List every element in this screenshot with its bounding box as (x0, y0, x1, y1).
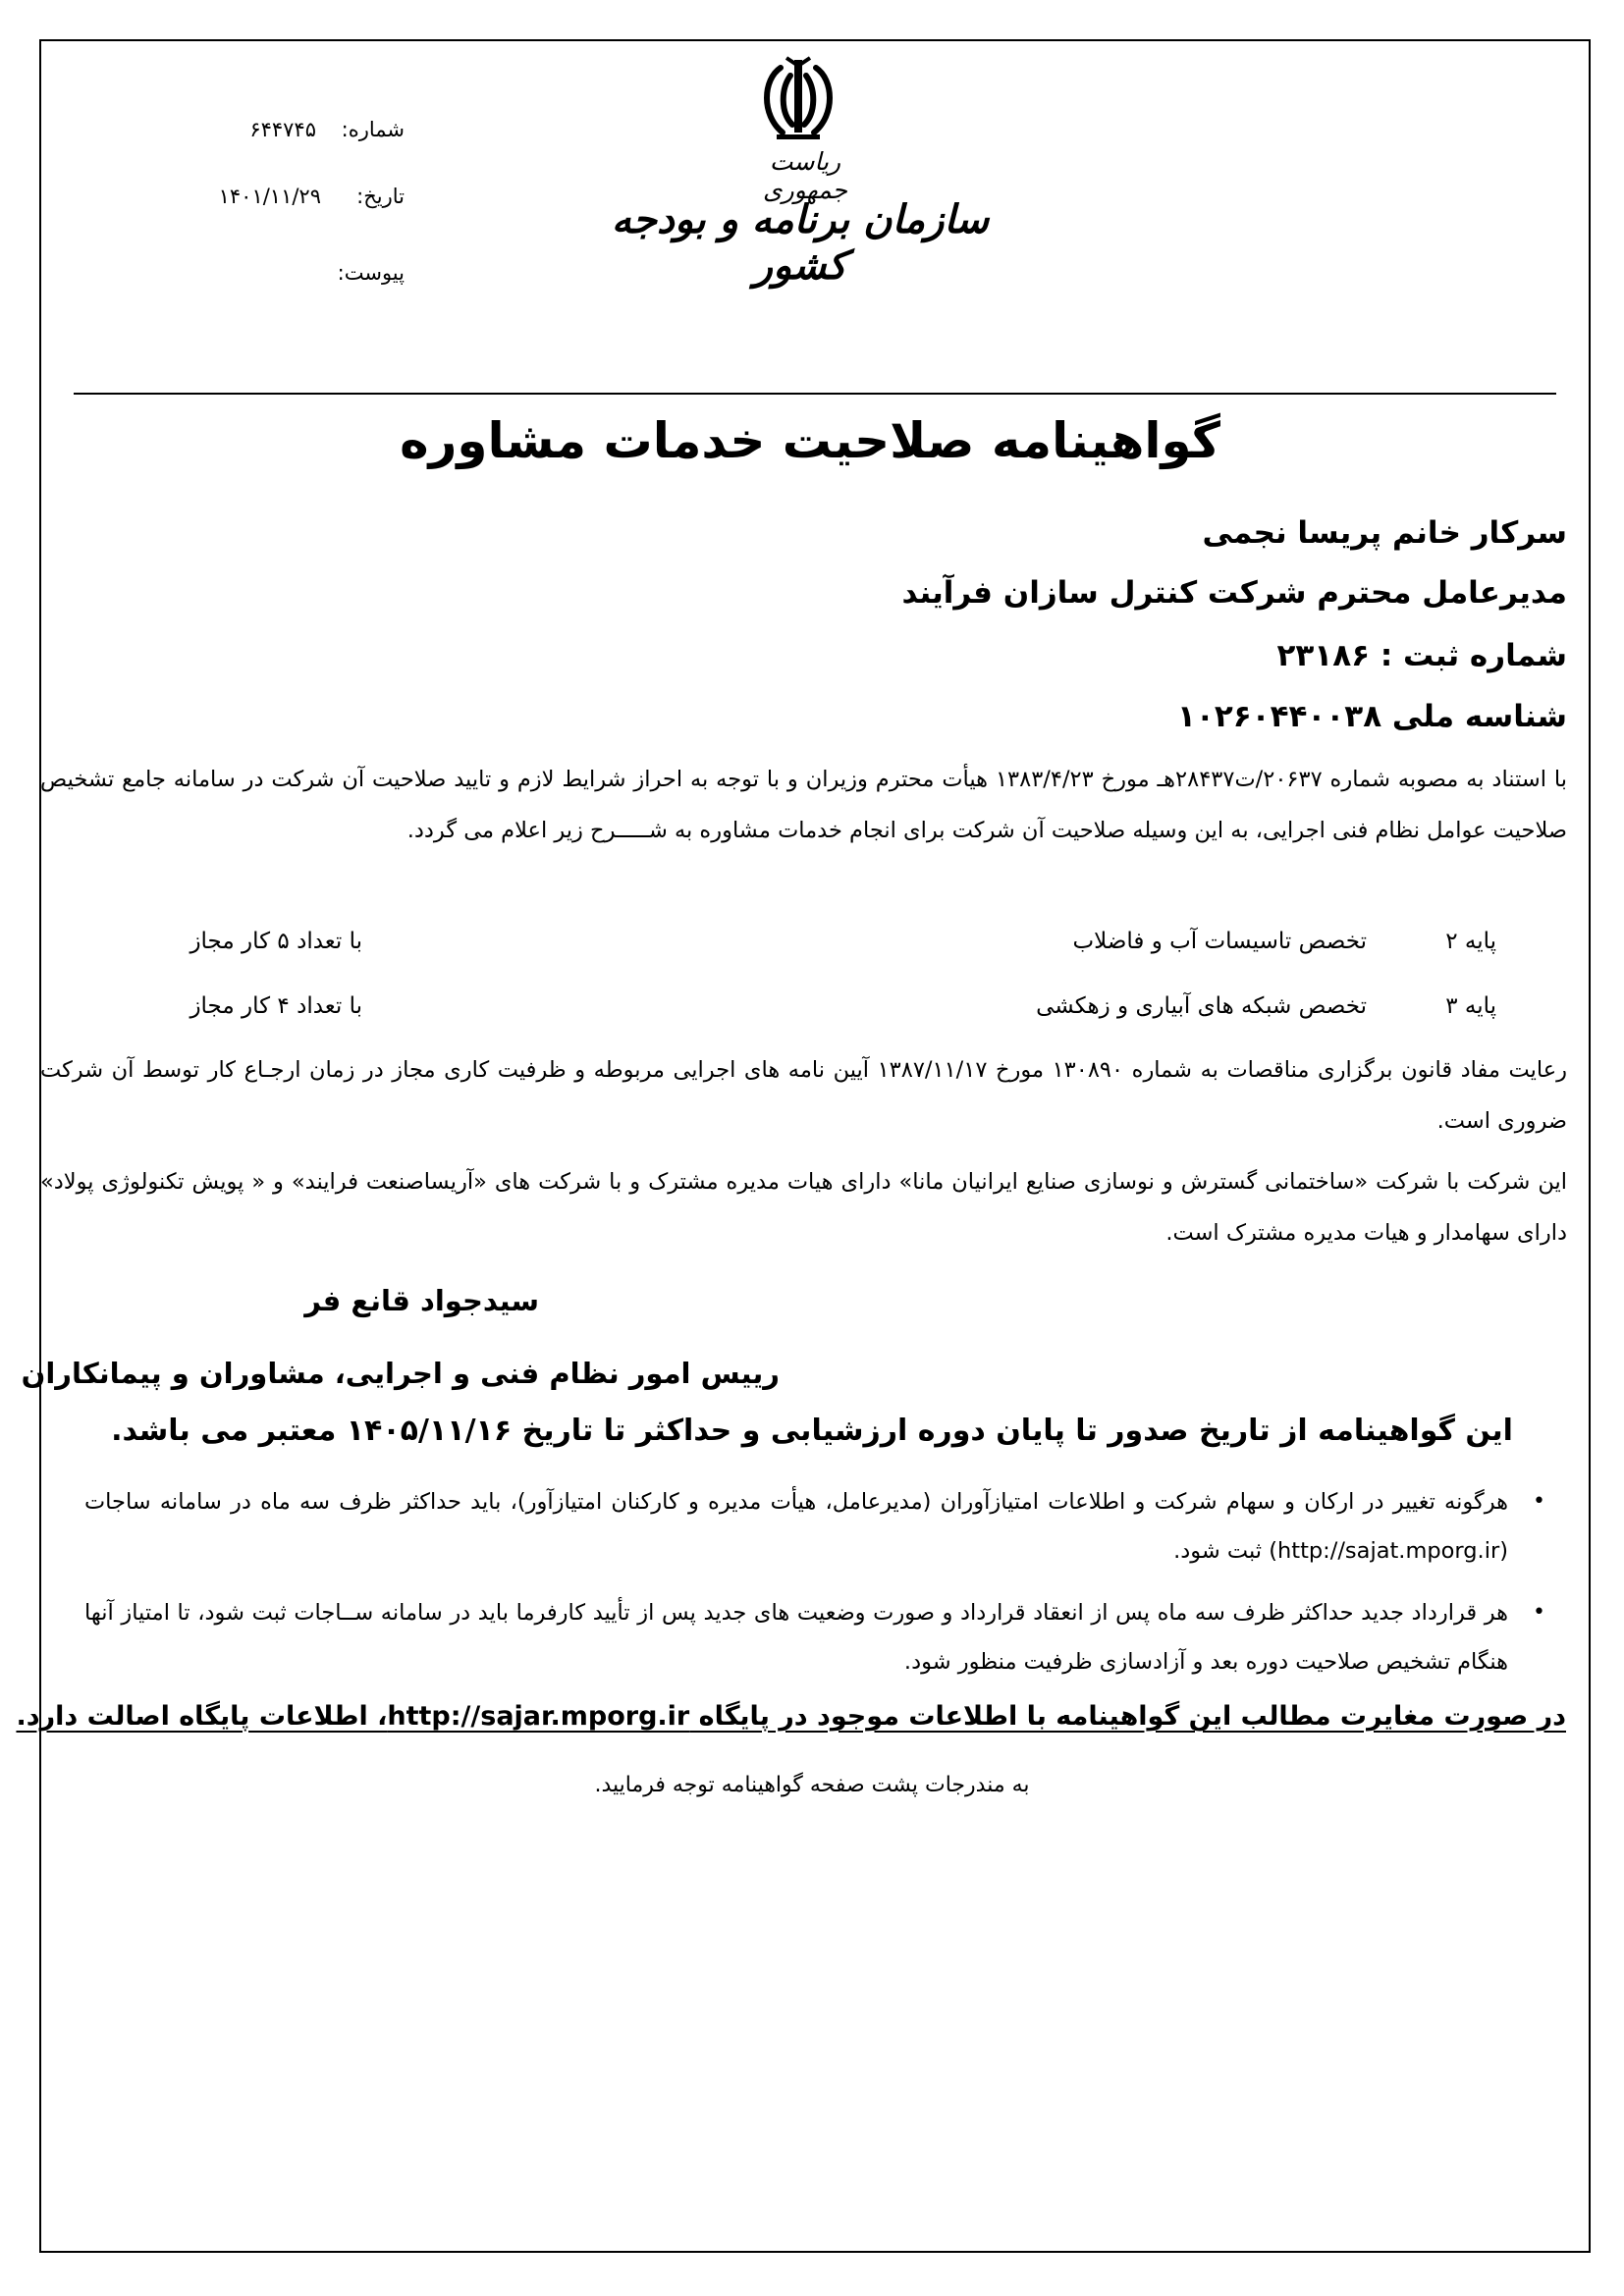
iran-emblem-icon (751, 54, 845, 144)
addressee-position: مدیرعامل محترم شرکت کنترل سازان فرآیند (901, 575, 1567, 611)
bullet-icon: • (1533, 1489, 1545, 1514)
date-label: تاریخ: (356, 185, 405, 208)
number-value: ۶۴۴۷۴۵ (249, 118, 316, 141)
number-row (247, 118, 405, 147)
date-row (208, 185, 405, 214)
signer-position: رییس امور نظام فنی و اجرایی، مشاوران و پیمانکاران (21, 1357, 780, 1390)
specialty-field-2: تخصص شبکه های آبیاری و زهکشی (1036, 993, 1367, 1019)
bullet-text-2: هر قرارداد جدید حداکثر ظرف سه ماه پس از انعقاد قرارداد و صورت وضعیت های جدید پس از تأیید کارفرما باید در سامانه ســاجات ثبت شود، تا امتیاز آنها هنگام تشخیص صلاحیت دوره بعد و آزادسازی ظرفیت منظور شود. (84, 1600, 1508, 1675)
bullet-icon: • (1533, 1600, 1545, 1625)
attachment-label: پیوست: (337, 261, 405, 285)
specialty-grade-2: پایه ۳ (1445, 993, 1496, 1019)
intro-paragraph: با استناد به مصوبه شماره ۲۰۶۳۷/ت۲۸۴۳۷هـ مورخ ۱۳۸۳/۴/۲۳ هیأت محترم وزیران و با توجه به احراز شرایط لازم و تایید صلاحیت آن شرکت در سامانه جامع تشخیص صلاحیت عوامل نظام فنی اجرایی، به این وسیله صلاحیت آن شرکت برای انجام خدمات مشاوره به شـــــرح زیر اعلام می گردد. (40, 767, 1567, 843)
authenticity-notice: در صورت مغایرت مطالب این گواهینامه با اطلاعات موجود در پایگاه http://sajar.mporg.ir، اطلاعات پایگاه اصالت دارد. (16, 1701, 1566, 1732)
attachment-row (287, 261, 405, 291)
specialty-count-1: با تعداد ۵ کار مجاز (189, 929, 362, 954)
validity-statement: این گواهینامه از تاریخ صدور تا پایان دوره ارزشیابی و حداکثر تا تاریخ ۱۴۰۵/۱۱/۱۶ معتبر می باشد. (111, 1414, 1513, 1448)
number-label: شماره: (341, 118, 405, 141)
registration-number: شماره ثبت : ۲۳۱۸۶ (1276, 638, 1567, 673)
national-id: شناسه ملی ۱۰۲۶۰۴۴۰۰۳۸ (1176, 699, 1567, 734)
org-subtitle: ریاست جمهوری (763, 147, 847, 204)
bullet-item-2 (84, 1588, 1567, 1686)
page-title: گواهینامه صلاحیت خدمات مشاوره (400, 412, 1220, 469)
specialty-field-1: تخصص تاسیسات آب و فاضلاب (1072, 929, 1367, 954)
affiliation-paragraph: این شرکت با شرکت «ساختمانی گسترش و نوسازی صنایع ایرانیان مانا» دارای هیات مدیره مشترک و با شرکت های «آریساصنعت فرایند» و « پویش تکنولوژی پولاد» دارای سهامدار و هیات مدیره مشترک است. (40, 1169, 1567, 1246)
compliance-paragraph: رعایت مفاد قانون برگزاری مناقصات به شماره ۱۳۰۸۹۰ مورخ ۱۳۸۷/۱۱/۱۷ آیین نامه های اجرایی مربوطه و ظرفیت کاری مجاز در زمان ارجـاع کار توسط آن شرکت ضروری است. (40, 1057, 1568, 1134)
bullet-text-1: هرگونه تغییر در ارکان و سهام شرکت و اطلاعات امتیازآوران (مدیرعامل، هیأت مدیره و کارکنان امتیازآور)، باید حداکثر ظرف سه ماه در سامانه ساجات (http://sajat.mporg.ir) ثبت شود. (84, 1489, 1508, 1564)
org-name-logo: سازمان برنامه و بودجه کشور (611, 196, 990, 289)
footer-note: به مندرجات پشت صفحه گواهینامه توجه فرمایید. (594, 1773, 1030, 1797)
bullet-item-1 (84, 1477, 1567, 1575)
signer-name: سیدجواد قانع فر (304, 1284, 539, 1317)
specialty-count-2: با تعداد ۴ کار مجاز (189, 993, 362, 1019)
date-value: ۱۴۰۱/۱۱/۲۹ (218, 185, 321, 208)
header-divider (74, 393, 1556, 395)
addressee-name: سرکار خانم پریسا نجمی (1202, 515, 1567, 551)
specialty-grade-1: پایه ۲ (1445, 929, 1496, 954)
